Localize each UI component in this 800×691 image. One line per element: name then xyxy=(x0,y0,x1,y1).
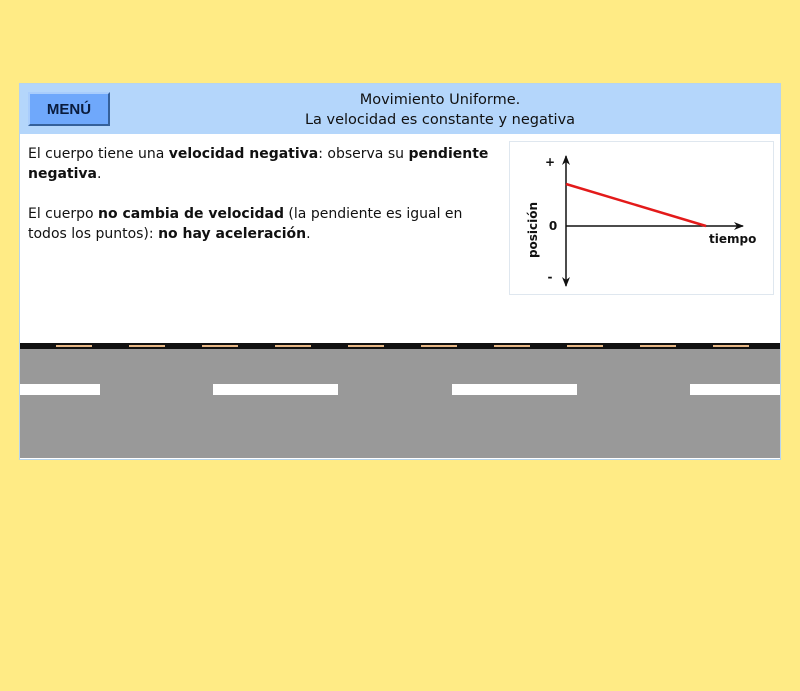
curb-dash xyxy=(640,345,676,347)
title-line-1: Movimiento Uniforme. xyxy=(359,92,521,108)
bold-velocity-negative: velocidad negativa xyxy=(168,146,319,162)
lane-marking xyxy=(690,384,780,395)
x-axis-label: tiempo xyxy=(709,232,757,246)
text-segment: . xyxy=(97,166,102,182)
curb-dash xyxy=(713,345,749,347)
position-line xyxy=(566,184,706,226)
curb-dash xyxy=(275,345,311,347)
curb-dash xyxy=(129,345,165,347)
title-line-2: La velocidad es constante y negativa xyxy=(304,112,576,128)
curb-dash xyxy=(421,345,457,347)
paragraph-velocity xyxy=(28,144,498,184)
curb-dash xyxy=(202,345,238,347)
text-segment: . xyxy=(306,226,311,242)
description-text xyxy=(28,144,498,264)
zero-label: 0 xyxy=(548,219,558,233)
header-bar xyxy=(20,84,780,134)
road xyxy=(20,343,780,458)
simulation-window xyxy=(20,84,780,459)
paragraph-acceleration xyxy=(28,204,498,244)
text-segment: El cuerpo tiene una xyxy=(28,146,169,162)
curb-dash xyxy=(348,345,384,347)
graph-svg xyxy=(510,142,773,294)
curb-dash xyxy=(494,345,530,347)
lane-marking xyxy=(213,384,338,395)
text-segment: (la pendiente es igual en todos los puntos): xyxy=(28,206,463,242)
y-axis-label: posición xyxy=(526,201,540,259)
bold-no-velocity-change: no cambia de velocidad xyxy=(98,206,284,222)
position-time-graph xyxy=(509,141,774,295)
plus-label: + xyxy=(544,155,556,169)
curb-dash xyxy=(56,345,92,347)
lane-marking xyxy=(20,384,100,395)
page-title xyxy=(110,90,770,130)
bold-slope-negative: pendiente negativa xyxy=(28,146,489,182)
lane-marking xyxy=(452,384,577,395)
bold-no-acceleration: no hay aceleración xyxy=(158,226,307,242)
minus-label: - xyxy=(547,270,553,284)
curb-dash xyxy=(567,345,603,347)
text-segment: : observa su xyxy=(318,146,409,162)
text-segment: El cuerpo xyxy=(28,206,99,222)
menu-button[interactable]: MENÚ xyxy=(28,92,110,126)
